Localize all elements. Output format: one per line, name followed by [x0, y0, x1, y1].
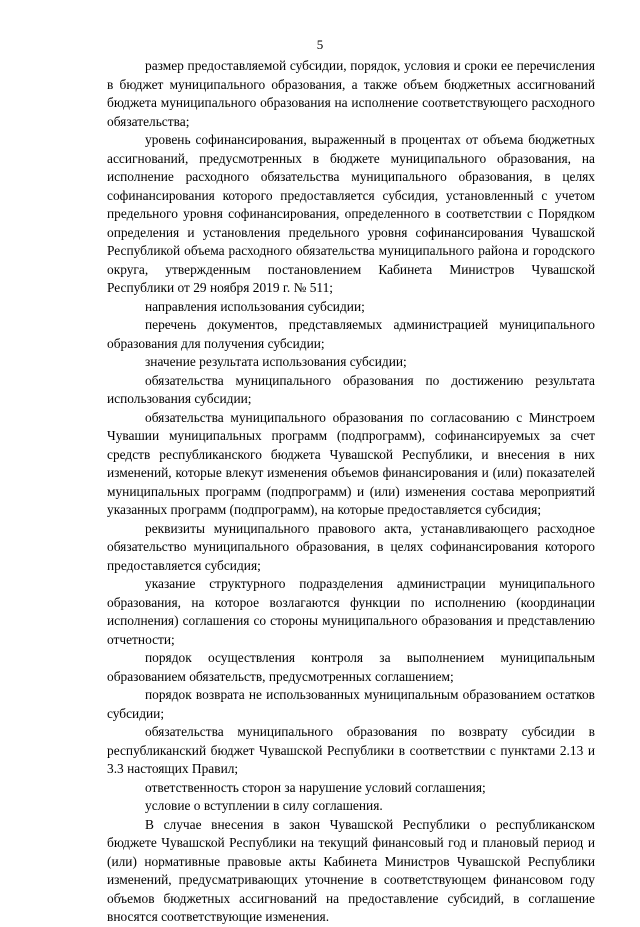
paragraph-legal-act-details: реквизиты муниципального правового акта, устанавливающего расходное обязательство муниципального образования, в целях софинансирования которого предоставляется субсидия;: [107, 520, 595, 573]
paragraph-program-approval: обязательства муниципального образования по согласованию с Минстроем Чувашии муниципальных программ (подпрограмм), софинансируемых за счет средств республиканского бюджета Чувашской Республики, и внесения в них изменений, которые влекут изменения объемов финансирования и (или) показателей муниципальных программ (подпрограмм) и (или) изменения состава мероприятий указанных программ (подпрограмм), на которые предоставляется субсидия;: [107, 409, 595, 517]
paragraph-result-value: значение результата использования субсидии;: [145, 354, 407, 369]
paragraph-result-obligations: обязательства муниципального образования по достижению результата использования субсидии;: [107, 372, 595, 406]
paragraph-entry-into-force: условие о вступлении в силу соглашения.: [145, 798, 383, 813]
paragraph-cofinancing-level: уровень софинансирования, выраженный в процентах от объема бюджетных ассигнований, предусмотренных в бюджете муниципального образования, на исполнение расходного обязательства муниципального образования, в целях софинансирования которого предоставляется субсидия, установленный с учетом предельного уровня софинансирования, определенного в соответствии с Порядком определения и установления предельного уровня софинансирования Чувашской Республикой объема расходного обязательства муниципального района и городского округа, утвержденным постановлением Кабинета Министров Чувашской Республики от 29 ноября 2019 г. № 511;: [107, 132, 595, 295]
paragraph-responsible-unit: указание структурного подразделения администрации муниципального образования, на которое возлагаются функции по исполнению (координации исполнения) соглашения со стороны муниципального образования и представлению отчетности;: [107, 576, 595, 647]
document-body: [107, 57, 595, 927]
paragraph-documents-list: перечень документов, представляемых администрацией муниципального образования для получения субсидии;: [107, 317, 595, 351]
paragraph-control-procedure: порядок осуществления контроля за выполнением муниципальным образованием обязательств, предусмотренных соглашением;: [107, 650, 595, 684]
paragraph-subsidy-amount: размер предоставляемой субсидии, порядок, условия и сроки ее перечисления в бюджет муниципального образования, а также объем бюджетных ассигнований бюджета муниципального образования на исполнение соответствующего расходного обязательства;: [107, 58, 595, 129]
paragraph-refund-procedure: порядок возврата не использованных муниципальным образованием остатков субсидии;: [107, 687, 595, 721]
paragraph-usage-directions: направления использования субсидии;: [145, 298, 365, 314]
paragraph-refund-obligations: обязательства муниципального образования по возврату субсидии в республиканский бюджет Чувашской Республики в соответствии с пунктами 2.13 и 3.3 настоящих Правил;: [107, 724, 595, 776]
paragraph-liability: ответственность сторон за нарушение условий соглашения;: [145, 779, 486, 795]
page-number: 5: [316, 37, 324, 52]
paragraph-amendments: В случае внесения в закон Чувашской Республики о республиканском бюджете Чувашской Республики на текущий финансовый год и плановый период и (или) нормативные правовые акты Кабинета Министров Чувашской Республики изменений, предусматривающих уточнение в соответствующем финансовом году объемов бюджетных ассигнований на предоставление субсидий, в соглашение вносятся соответствующие изменения.: [107, 816, 595, 924]
